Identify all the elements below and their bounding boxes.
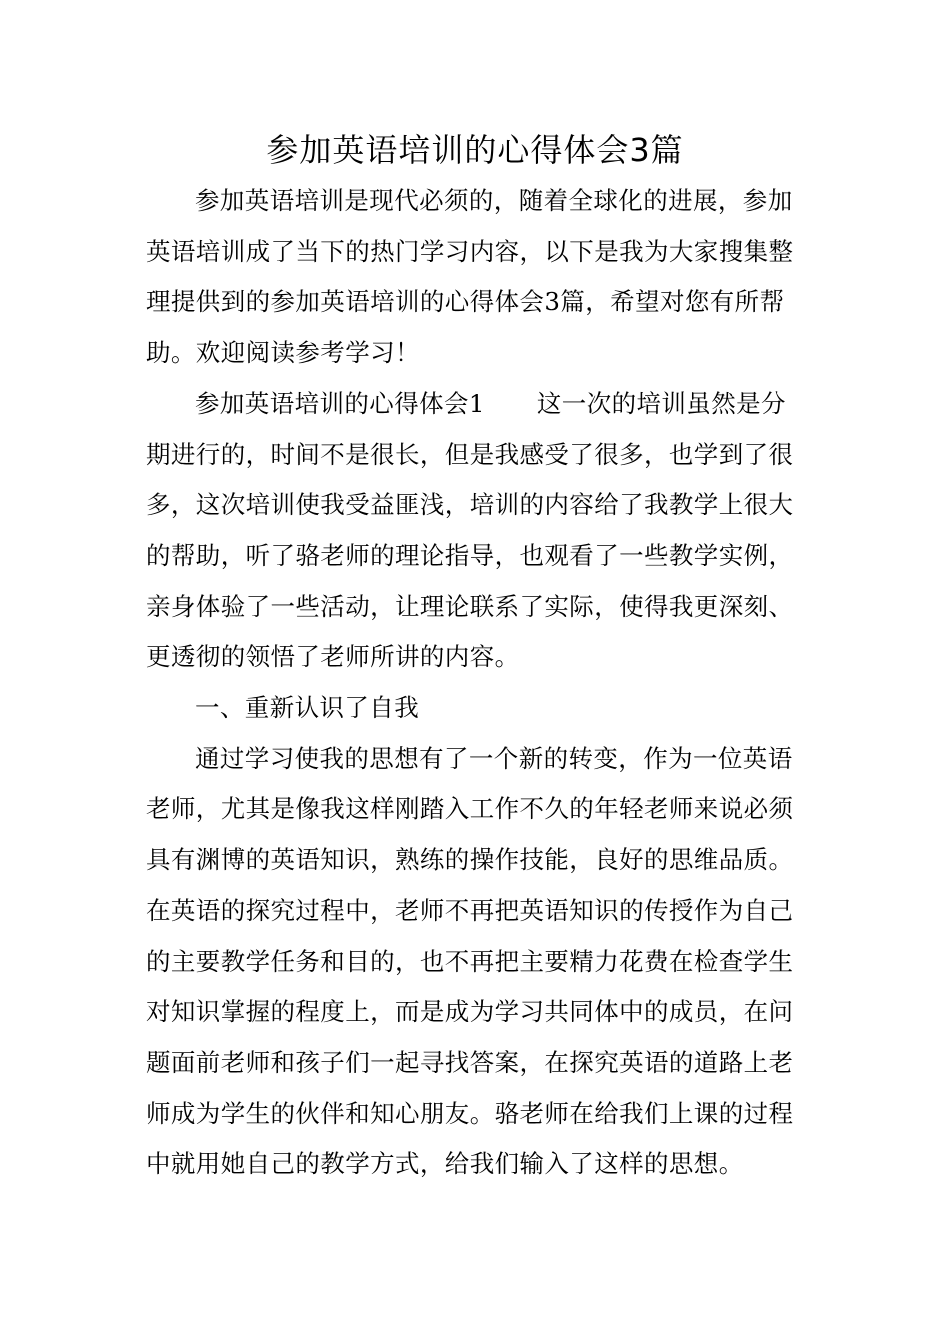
section-heading-1: 一、重新认识了自我 <box>195 693 420 723</box>
body-paragraph-3: 通过学习使我的思想有了一个新的转变，作为一位英语老师，尤其是像我这样刚踏入工作不久的年轻老师来说必须具有渊博的英语知识，熟练的操作技能，良好的思维品质。在英语的探究过程中，老师不再把英语知识的传授作为自己的主要教学任务和目的，也不再把主要精力花费在检查学生对知识掌握的程度上，而是成为学习共同体中的成员，在问题面前老师和孩子们一起寻找答案，在探究英语的道路上老师成为学生的伙伴和知心朋友。骆老师在给我们上课的过程中就用她自己的教学方式，给我们输入了这样的思想。 <box>146 743 794 1179</box>
section-1-label: 参加英语培训的心得体会1 <box>195 388 485 418</box>
document-body <box>146 176 806 1190</box>
document-title: 参加英语培训的心得体会3篇 <box>266 131 684 169</box>
intro-paragraph: 参加英语培训是现代必须的，随着全球化的进展，参加英语培训成了当下的热门学习内容，以下是我为大家搜集整理提供到的参加英语培训的心得体会3篇，希望对您有所帮助。欢迎阅读参考学习！ <box>146 186 794 368</box>
section-1-text: 这一次的培训虽然是分期进行的，时间不是很长，但是我感受了很多，也学到了很多，这次培训使我受益匪浅，培训的内容给了我教学上很大的帮助，听了骆老师的理论指导，也观看了一些教学实例，亲身体验了一些活动，让理论联系了实际，使得我更深刻、更透彻的领悟了老师所讲的内容。 <box>146 388 794 672</box>
section-1-paragraph <box>146 379 806 683</box>
